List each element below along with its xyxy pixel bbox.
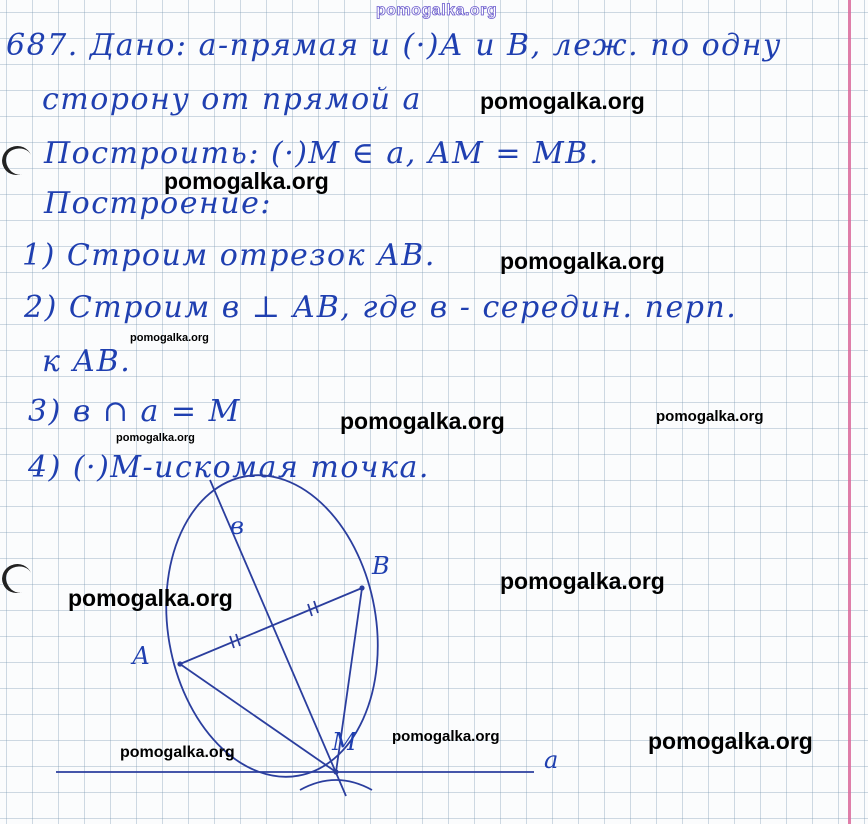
step-2: 2) Строим в ⊥ АВ, где в - середин. перп. — [24, 290, 738, 325]
problem-line-2: сторону от прямой а — [42, 82, 422, 117]
label-bisector-b: в — [230, 512, 244, 540]
watermark: pomogalka.org — [116, 432, 195, 444]
step-1: 1) Строим отрезок АВ. — [22, 238, 436, 273]
point-a — [177, 661, 182, 666]
watermark: pomogalka.org — [500, 248, 665, 274]
label-m: М — [332, 728, 357, 756]
problem-line-4: Построение: — [44, 186, 272, 221]
watermark: pomogalka.org — [656, 408, 764, 425]
arc-mark — [300, 780, 372, 790]
step-2-continued: к АВ. — [42, 344, 132, 379]
point-m — [333, 769, 338, 774]
problem-line-1: 687. Дано: а-прямая и (·)А и В, леж. по одну — [6, 28, 782, 63]
step-3: 3) в ∩ а = М — [28, 394, 241, 429]
watermark: pomogalka.org — [130, 332, 209, 344]
watermark: pomogalka.org — [120, 744, 235, 761]
label-a: А — [132, 642, 151, 670]
watermark: pomogalka.org — [340, 408, 505, 434]
watermark: pomogalka.org — [480, 88, 645, 114]
label-b: В — [372, 552, 390, 580]
problem-line-3: Построить: (·)М ∈ а, АМ = МВ. — [44, 136, 600, 171]
step-4: 4) (·)М-искомая точка. — [28, 450, 430, 485]
watermark: pomogalka.org — [392, 728, 500, 745]
point-b — [359, 585, 364, 590]
watermark: pomogalka.org — [164, 168, 329, 194]
header-watermark: pomogalka.org — [376, 2, 498, 19]
label-line-a: а — [544, 746, 559, 774]
watermark: pomogalka.org — [648, 728, 813, 754]
watermark: pomogalka.org — [500, 568, 665, 594]
watermark: pomogalka.org — [68, 585, 233, 611]
